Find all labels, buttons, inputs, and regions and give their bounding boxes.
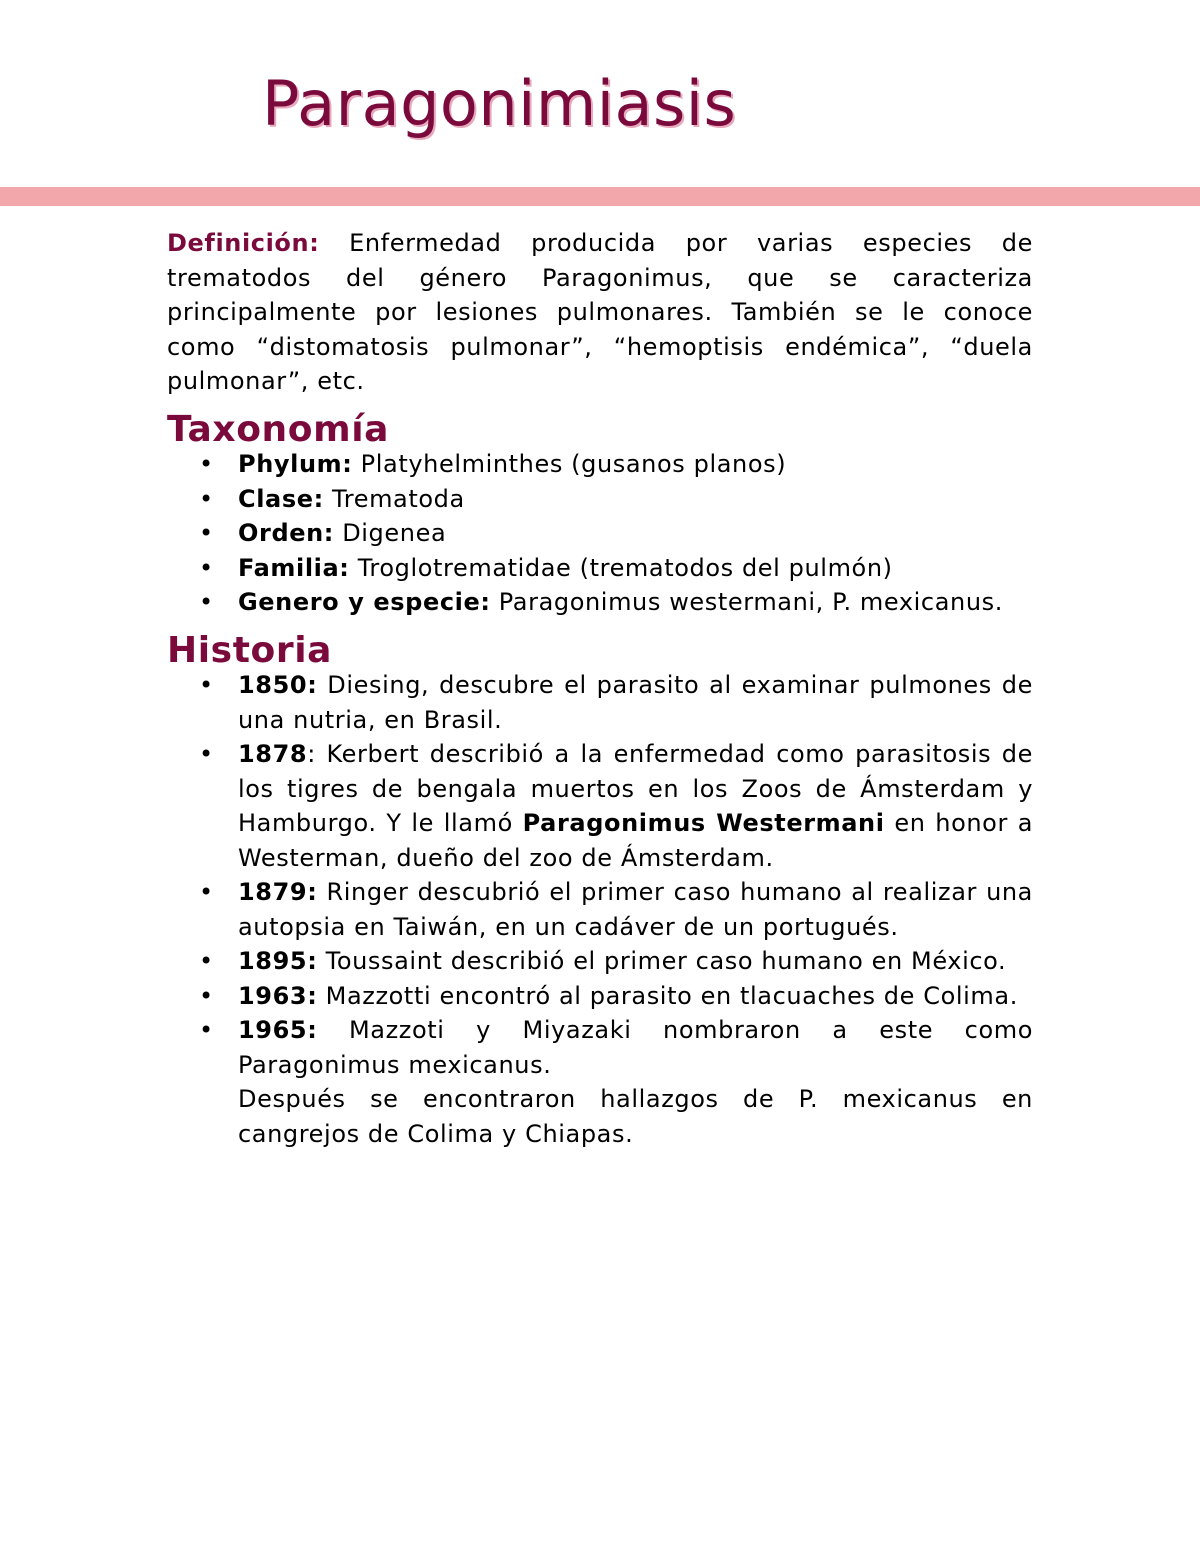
bullet-icon: • [199, 740, 214, 768]
taxonomy-label: Phylum: [238, 450, 353, 478]
definition-label: Definición: [167, 229, 320, 257]
list-item [167, 447, 1033, 482]
taxonomy-value: Platyhelminthes (gusanos planos) [352, 450, 787, 478]
history-text: Mazzotti encontró al parasito en tlacuaches de Colima. [317, 981, 1018, 1010]
list-item [167, 516, 1033, 551]
taxonomy-value: Paragonimus westermani, P. mexicanus. [490, 588, 1003, 616]
bullet-icon: • [199, 588, 214, 616]
list-item [167, 551, 1033, 586]
bullet-icon: • [199, 981, 214, 1010]
history-year: 1963: [238, 981, 318, 1010]
taxonomy-heading: Taxonomía [167, 408, 390, 450]
bullet-icon: • [199, 519, 214, 547]
taxonomy-label: Clase: [238, 484, 324, 513]
history-text: Ringer descubrió el primer caso humano al realizar una autopsia en Taiwán, en un cadáver de un portugués. [238, 878, 1033, 941]
bullet-icon: • [199, 1016, 214, 1044]
taxonomy-label: Genero y especie: [238, 588, 491, 616]
history-year: 1850: [238, 671, 318, 699]
taxonomy-label: Familia: [238, 553, 350, 582]
list-item [167, 979, 1033, 1014]
history-year: 1878 [238, 740, 308, 768]
history-text: Diesing, descubre el parasito al examinar pulmones de una nutria, en Brasil. [238, 671, 1033, 734]
list-item [167, 1013, 1033, 1151]
bullet-icon: • [199, 878, 214, 906]
list-item [167, 944, 1033, 979]
history-text-continued: en honor a Westerman, dueño del zoo de Ámsterdam. [238, 809, 1034, 872]
history-year: 1965: [238, 1016, 318, 1044]
bullet-icon: • [199, 947, 214, 975]
taxonomy-value: Digenea [333, 519, 447, 547]
history-list [167, 668, 1033, 1151]
history-year: 1895: [238, 947, 318, 975]
bullet-icon: • [199, 671, 214, 699]
history-species-name: Paragonimus Westermani [522, 809, 885, 837]
taxonomy-list [167, 447, 1033, 620]
definition-paragraph [167, 226, 1033, 399]
bullet-icon: • [199, 553, 214, 582]
list-item [167, 737, 1033, 875]
history-note: Después se encontraron hallazgos de P. mexicanus en cangrejos de Colima y Chiapas. [238, 1085, 1033, 1148]
list-item [167, 668, 1033, 737]
definition-text: Enfermedad producida por varias especies de trematodos del género Paragonimus, que se caracteriza principalmente por lesiones pulmonares. También se le conoce como “distomatosis pulmonar”, “hemoptisis endémica”, “duela pulmonar”, etc. [167, 229, 1033, 395]
history-text: Mazzoti y Miyazaki nombraron a este como Paragonimus mexicanus. [238, 1016, 1033, 1079]
taxonomy-label: Orden: [238, 519, 334, 547]
document-body [167, 226, 1033, 1151]
list-item [167, 585, 1033, 620]
taxonomy-value: Troglotrematidae (trematodos del pulmón) [349, 553, 893, 582]
list-item [167, 482, 1033, 517]
list-item [167, 875, 1033, 944]
bullet-icon: • [199, 450, 214, 478]
title-divider [0, 187, 1200, 206]
history-heading: Historia [167, 629, 333, 671]
history-year: 1879: [238, 878, 318, 906]
bullet-icon: • [199, 484, 214, 513]
history-text: : Kerbert describió a la enfermedad como parasitosis de los tigres de bengala muertos en los Zoos de Ámsterdam y Hamburgo. Y le llamó [238, 740, 1033, 837]
taxonomy-value: Trematoda [323, 484, 465, 513]
page-title: Paragonimiasis [262, 67, 737, 140]
history-text: Toussaint describió el primer caso humano en México. [317, 947, 1007, 975]
